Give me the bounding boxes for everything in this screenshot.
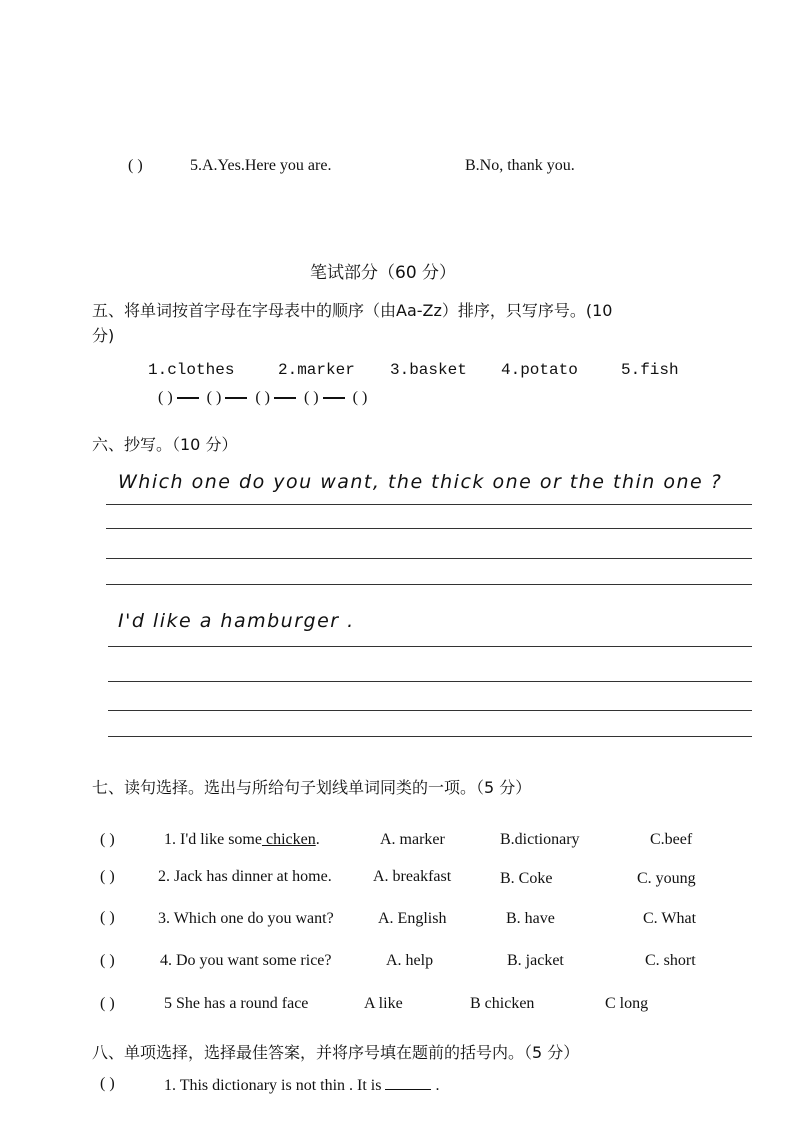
order-dash — [225, 397, 247, 399]
fill-blank[interactable] — [385, 1075, 431, 1090]
word-1: 1.clothes — [148, 361, 235, 379]
order-blank-4[interactable]: ( ) — [303, 389, 319, 406]
word-5: 5.fish — [621, 361, 679, 379]
choice-a: A. breakfast — [373, 868, 452, 885]
choice-a: A. marker — [380, 831, 445, 848]
word-3: 3.basket — [390, 361, 467, 379]
word-4: 4.potato — [501, 361, 578, 379]
choice-c: C. young — [637, 870, 696, 887]
choice-c: C.beef — [650, 831, 693, 848]
answer-paren[interactable]: ( ) — [100, 909, 115, 926]
choice-c: C. What — [643, 910, 697, 927]
writing-line[interactable] — [106, 584, 752, 585]
option-b: B.No, thank you. — [465, 157, 575, 174]
writing-line[interactable] — [108, 681, 752, 682]
answer-paren[interactable]: ( ) — [100, 868, 115, 885]
question-paren[interactable]: ( ) — [128, 157, 143, 174]
question-5: 5 She has a round face — [164, 995, 309, 1012]
copy-sentence-1: Which one do you want, the thick one or the thin one ? — [118, 471, 723, 493]
order-blank-5[interactable]: ( ) — [352, 389, 368, 406]
choice-b: B.dictionary — [500, 831, 580, 848]
answer-paren[interactable]: ( ) — [100, 1075, 115, 1092]
writing-line[interactable] — [106, 558, 752, 559]
writing-line[interactable] — [108, 710, 752, 711]
question-text-end: . — [315, 831, 320, 848]
word-2: 2.marker — [278, 361, 355, 379]
choice-a: A like — [364, 995, 403, 1012]
choice-b: B. jacket — [507, 952, 564, 969]
answer-paren[interactable]: ( ) — [100, 995, 115, 1012]
option-a: 5.A.Yes.Here you are. — [190, 157, 332, 174]
order-dash — [177, 397, 199, 399]
choice-a: A. help — [386, 952, 434, 969]
order-blank-1[interactable]: ( ) — [158, 389, 173, 406]
choice-c: C long — [605, 995, 649, 1012]
answer-paren[interactable]: ( ) — [100, 952, 115, 969]
choice-c: C. short — [645, 952, 696, 969]
question-1 — [164, 1075, 439, 1095]
order-blank-3[interactable]: ( ) — [255, 389, 270, 406]
question-4: 4. Do you want some rice? — [160, 952, 332, 969]
order-dash — [323, 397, 345, 399]
section-title: 笔试部分（60 分） — [310, 263, 457, 283]
question-2: 2. Jack has dinner at home. — [158, 868, 332, 885]
section-5-heading-cont: 分) — [92, 326, 115, 345]
section-5-heading: 五、将单词按首字母在字母表中的顺序（由Aa-Zz）排序，只写序号。(10 — [92, 301, 613, 320]
writing-line[interactable] — [108, 646, 752, 647]
underlined-word: chicken — [261, 831, 316, 848]
section-6-heading: 六、抄写。（10 分） — [92, 435, 238, 454]
choice-a: A. English — [378, 910, 447, 927]
order-blank-2[interactable]: ( ) — [206, 389, 222, 406]
question-1 — [164, 831, 320, 849]
choice-b: B chicken — [470, 995, 535, 1012]
choice-b: B. Coke — [500, 870, 553, 887]
question-text: 1. I'd like some — [164, 831, 262, 848]
question-3: 3. Which one do you want? — [158, 910, 334, 927]
section-7-heading: 七、读句选择。选出与所给句子划线单词同类的一项。（5 分） — [92, 778, 532, 797]
copy-sentence-2: I'd like a hamburger . — [118, 610, 355, 632]
question-text-end: . — [431, 1077, 440, 1094]
order-dash — [274, 397, 296, 399]
question-text: 1. This dictionary is not thin . It is — [164, 1077, 382, 1094]
section-8-heading: 八、单项选择，选择最佳答案，并将序号填在题前的括号内。（5 分） — [92, 1043, 580, 1062]
writing-line[interactable] — [108, 736, 752, 737]
writing-line[interactable] — [106, 504, 752, 505]
choice-b: B. have — [506, 910, 555, 927]
answer-paren[interactable]: ( ) — [100, 831, 115, 848]
writing-line[interactable] — [106, 528, 752, 529]
order-answer-row — [158, 389, 367, 407]
